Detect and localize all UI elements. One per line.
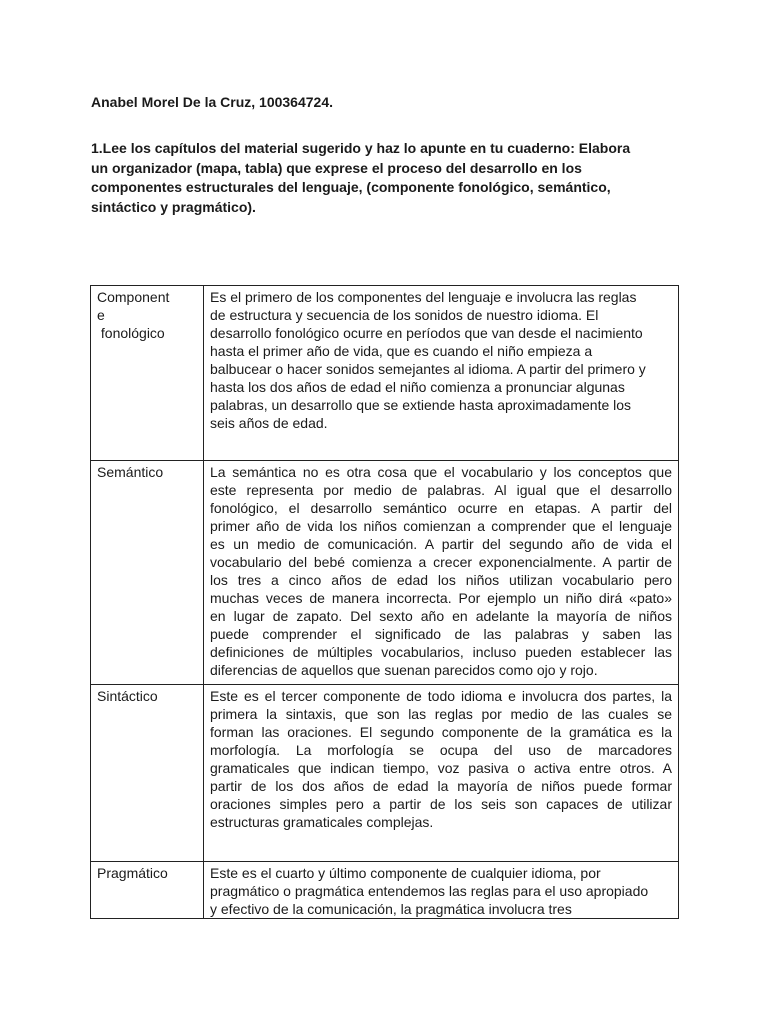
description-line: palabras, un desarrollo que se extiende hasta aproximadamente los bbox=[210, 397, 632, 413]
component-label-cell bbox=[91, 685, 204, 862]
description-line: y efectivo de la comunicación, la pragmática involucra tres bbox=[210, 901, 572, 917]
description-line: partir de los dos años de edad la mayoría de niños puede formar bbox=[210, 778, 672, 794]
component-label-line: Pragmático bbox=[97, 865, 168, 881]
component-label-line: Sintáctico bbox=[97, 688, 158, 704]
component-label-cell bbox=[91, 461, 204, 685]
description-line: en lugar de zapato. Del sexto año en adelante la mayoría de niños bbox=[210, 608, 672, 624]
component-label-line: Component bbox=[97, 289, 170, 305]
description-line: hasta los dos años de edad el niño comienza a pronunciar algunas bbox=[210, 379, 625, 395]
component-label-line: fonológico bbox=[97, 325, 165, 341]
component-label-line: Semántico bbox=[97, 464, 164, 480]
description-line: este representa por medio de palabras. Al igual que el desarrollo bbox=[210, 482, 672, 498]
description-line: primera la sintaxis, que son las reglas por medio de las cuales se bbox=[210, 706, 672, 722]
description-line: balbucear o hacer sonidos semejantes al idioma. A partir del primero y bbox=[210, 361, 646, 377]
description-line: fonológico, el desarrollo semántico ocurre en etapas. A partir del bbox=[210, 500, 672, 516]
table-row bbox=[91, 685, 679, 862]
description-line: Este es el tercer componente de todo idioma e involucra dos partes, la bbox=[210, 688, 672, 704]
description-line: estructuras gramaticales complejas. bbox=[210, 814, 434, 830]
description-line: es un medio de comunicación. A partir del segundo año de vida el bbox=[210, 536, 672, 552]
instruction-line: componentes estructurales del lenguaje, (componente fonológico, semántico, bbox=[91, 179, 611, 195]
description-line: morfología. La morfología se ocupa del uso de marcadores bbox=[210, 742, 672, 758]
description-line: gramaticales que indican tiempo, voz pasiva o activa entre otros. A bbox=[210, 760, 672, 776]
description-line: desarrollo fonológico ocurre en períodos que van desde el nacimiento bbox=[210, 325, 643, 341]
component-description-cell bbox=[204, 862, 679, 919]
component-label-cell bbox=[91, 286, 204, 461]
table-row bbox=[91, 862, 679, 919]
instruction-line: 1.Lee los capítulos del material sugerido y haz lo apunte en tu cuaderno: Elabora bbox=[91, 140, 631, 156]
table-row bbox=[91, 461, 679, 685]
component-description-cell bbox=[204, 685, 679, 862]
component-label-cell bbox=[91, 862, 204, 919]
description-line: primer año de vida los niños comienzan a comprender que el lenguaje bbox=[210, 518, 672, 534]
instruction-line: sintáctico y pragmático). bbox=[91, 198, 256, 215]
description-line: Este es el cuarto y último componente de cualquier idioma, por bbox=[210, 865, 601, 881]
component-description-cell bbox=[204, 286, 679, 461]
description-line: La semántica no es otra cosa que el vocabulario y los conceptos que bbox=[210, 464, 672, 480]
description-line: muchas veces de manera incorrecta. Por ejemplo un niño dirá «pato» bbox=[210, 590, 672, 606]
author-line: Anabel Morel De la Cruz, 100364724. bbox=[91, 94, 333, 110]
description-line: de estructura y secuencia de los sonidos de nuestro idioma. El bbox=[210, 307, 599, 323]
component-label-line: e bbox=[97, 307, 105, 323]
description-line: definiciones de múltiples vocabularios, incluso pueden establecer las bbox=[210, 644, 672, 660]
language-components-table bbox=[90, 285, 679, 919]
description-line: vocabulario del bebé comienza a crecer exponencialmente. A partir de bbox=[210, 554, 672, 570]
description-line: forman las oraciones. El segundo componente de la gramática es la bbox=[210, 724, 672, 740]
description-line: los tres a cinco años de edad los niños utilizan vocabulario pero bbox=[210, 572, 672, 588]
description-line: seis años de edad. bbox=[210, 415, 328, 431]
description-line: Es el primero de los componentes del lenguaje e involucra las reglas bbox=[210, 289, 637, 305]
instruction-paragraph bbox=[91, 139, 681, 217]
description-line: pragmático o pragmática entendemos las reglas para el uso apropiado bbox=[210, 883, 649, 899]
table-row bbox=[91, 286, 679, 461]
description-line: diferencias de aquellos que suenan parecidos como ojo y rojo. bbox=[210, 662, 598, 678]
instruction-line: un organizador (mapa, tabla) que exprese el proceso del desarrollo en los bbox=[91, 159, 582, 176]
component-description-cell bbox=[204, 461, 679, 685]
description-line: hasta el primer año de vida, que es cuando el niño empieza a bbox=[210, 343, 593, 359]
description-line: puede comprender el significado de las palabras y saben las bbox=[210, 626, 672, 642]
description-line: oraciones simples pero a partir de los seis son capaces de utilizar bbox=[210, 796, 672, 812]
